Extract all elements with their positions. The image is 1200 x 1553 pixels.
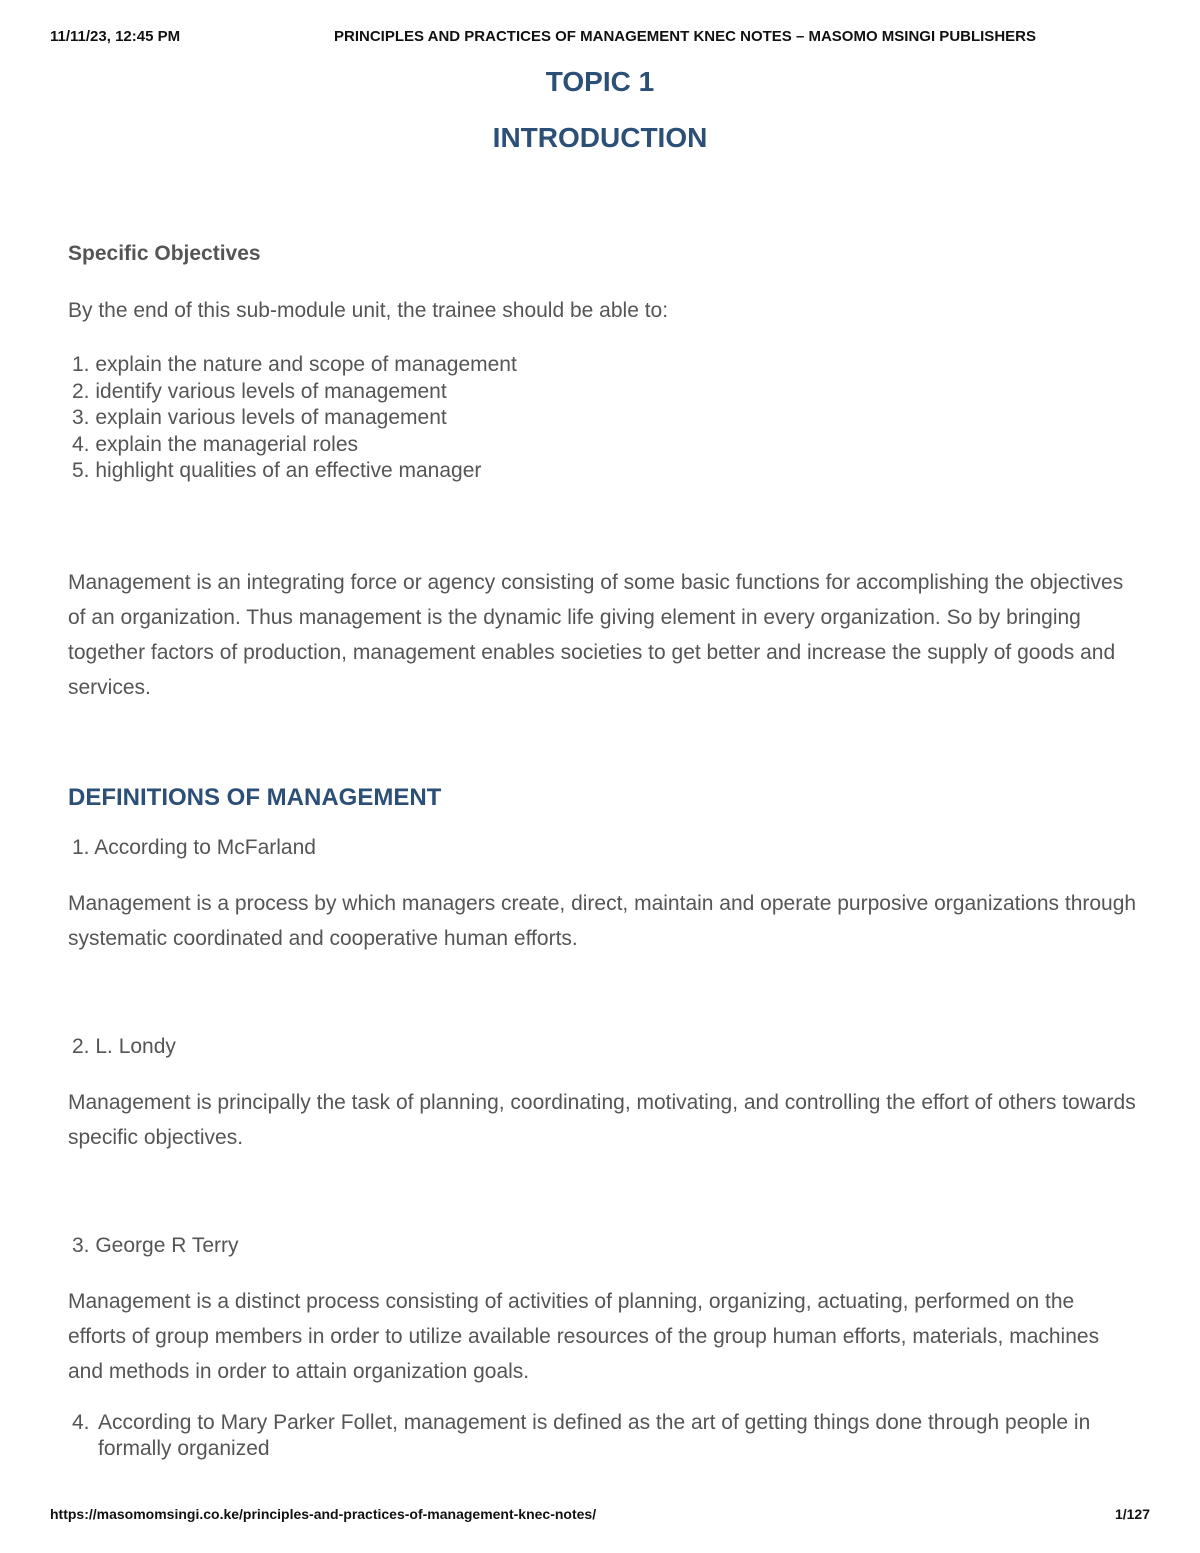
intro-paragraph: Management is an integrating force or agency consisting of some basic functions for accomplishing the objectives of an organization. Thus management is the dynamic life giving element in every organization. So by bringing together factors of production, management enables societies to get better and increase the supply of goods and services.	[68, 571, 1124, 699]
definition-number: 4.	[72, 1411, 90, 1434]
definitions-heading: DEFINITIONS OF MANAGEMENT	[68, 784, 442, 811]
definition-label: 2. L. Londy	[72, 1035, 176, 1058]
section-title: INTRODUCTION	[492, 122, 708, 153]
page-url: https://masomomsingi.co.ke/principles-and-practices-of-management-knec-notes/	[50, 1506, 597, 1522]
definition-text: Management is a process by which managers create, direct, maintain and operate purposive organizations through systematic coordinated and cooperative human efforts.	[68, 892, 1137, 950]
objective-item: 4. explain the managerial roles	[72, 432, 359, 456]
objectives-heading: Specific Objectives	[68, 242, 261, 265]
objective-item: 1. explain the nature and scope of management	[72, 353, 517, 376]
print-footer	[50, 1506, 1150, 1526]
objective-item: 3. explain various levels of management	[72, 406, 447, 429]
topic-title: TOPIC 1	[545, 66, 655, 97]
definition-item-follet	[72, 1410, 1132, 1462]
definition-label: 3. George R Terry	[72, 1234, 239, 1257]
page-number: 1/127	[1114, 1506, 1150, 1522]
objective-item: 5. highlight qualities of an effective manager	[72, 459, 482, 482]
print-header	[50, 28, 1150, 50]
definition-text: Management is a distinct process consisting of activities of planning, organizing, actuating, performed on the efforts of group members in order to utilize available resources of the group human efforts, materials, machines and methods in order to attain organization goals.	[68, 1290, 1100, 1383]
objectives-intro: By the end of this sub-module unit, the trainee should be able to:	[68, 299, 669, 322]
objective-item: 2. identify various levels of management	[72, 379, 447, 403]
print-timestamp: 11/11/23, 12:45 PM	[50, 28, 181, 45]
definition-text: Management is principally the task of planning, coordinating, motivating, and controlling the effort of others towards specific objectives.	[68, 1091, 1136, 1149]
objectives-list	[72, 352, 517, 485]
print-document-title: PRINCIPLES AND PRACTICES OF MANAGEMENT KNEC NOTES – MASOMO MSINGI PUBLISHERS	[334, 28, 1036, 45]
definition-label: 1. According to McFarland	[72, 836, 316, 859]
definition-text: According to Mary Parker Follet, management is defined as the art of getting things done through people in formally organized	[98, 1411, 1091, 1460]
